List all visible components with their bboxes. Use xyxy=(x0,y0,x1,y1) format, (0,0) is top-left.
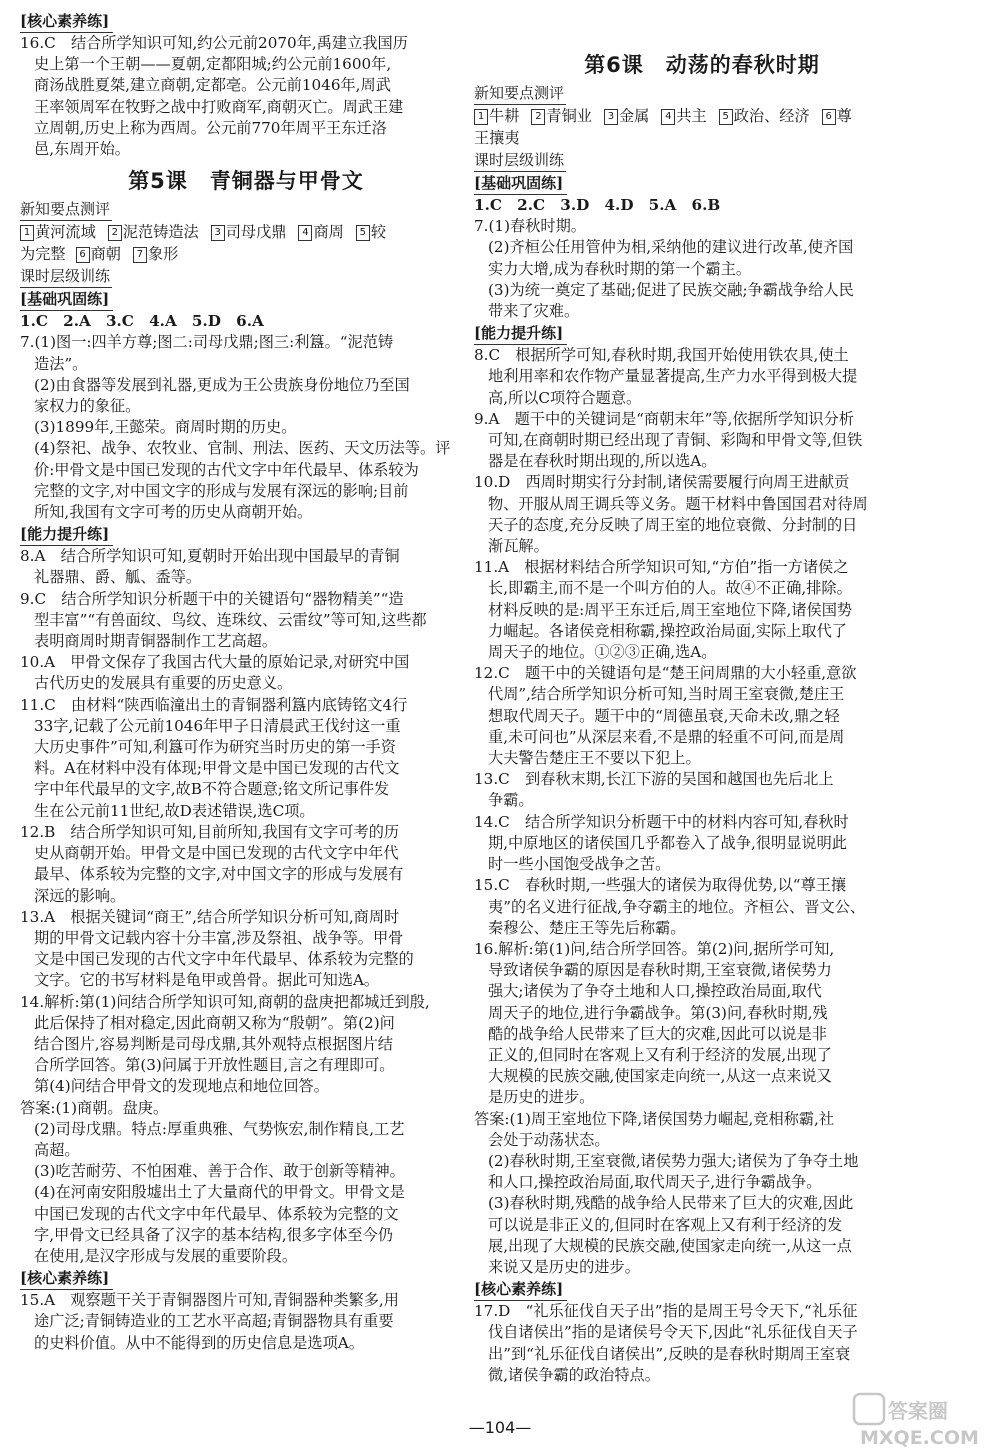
lesson-6-title: 第6课 动荡的春秋时期 xyxy=(584,53,820,77)
answer-10 xyxy=(474,472,930,557)
text-line: 13.A 根据关键词“商王”,结合所学知识分析可知,商周时 xyxy=(20,907,400,926)
right-column xyxy=(474,10,930,1386)
text-line: 7.(1)图一:四羊方尊;图二:司母戊鼎;图三:利簋。“泥范铸 xyxy=(20,333,394,352)
text-line: 14.C 结合所学知识分析题干中的材料内容可知,春秋时 xyxy=(474,812,849,831)
key-number-box: 6 xyxy=(822,109,836,125)
answer-14-answer xyxy=(20,1098,472,1268)
left-column xyxy=(20,10,472,1354)
answer-15 xyxy=(474,875,930,939)
text-line: 时一些小国饱受战争之苦。 xyxy=(488,855,671,874)
key-text: 共主 xyxy=(676,107,707,125)
watermark-logo xyxy=(852,1392,992,1450)
answer-8 xyxy=(20,546,472,588)
text-line: 料。A在材料中没有体现;甲骨文是中国已发现的古代文 xyxy=(34,759,400,778)
key-number-box: 6 xyxy=(76,247,90,263)
answer-8 xyxy=(474,345,930,409)
text-line: 16.C 结合所学知识可知,约公元前2070年,禹建立我国历 xyxy=(20,34,408,52)
text-line: 最早、体系较为完整的文字,对中国文字的形成与发展有 xyxy=(34,865,404,884)
text-line: 此后保持了相对稳定,因此商朝又称为“殷朝”。第(2)问 xyxy=(34,1013,395,1032)
text-line: 夷”的名义进行征战,争夺霸主的地位。齐桓公、晋文公、 xyxy=(488,897,866,916)
key-number-box: 4 xyxy=(661,109,675,125)
key-text: 牛耕 xyxy=(489,107,520,125)
answer-12 xyxy=(20,822,472,907)
mc-answers: 1.C 2.A 3.C 4.A 5.D 6.A xyxy=(20,312,264,331)
text-line: 字,甲骨文已经具备了汉字的基本结构,很多字体至今仍 xyxy=(34,1225,393,1244)
text-line: (4)祭祀、战争、农牧业、官制、刑法、医药、天文历法等。评 xyxy=(34,439,451,458)
text-line: 答案:(1)商朝。盘庚。 xyxy=(20,1098,169,1117)
text-line: 立周朝,历史上称为西周。公元前770年周平王东迁洛 xyxy=(34,118,387,137)
text-line: 表明商周时期青铜器制作工艺高超。 xyxy=(34,632,277,651)
text-line: 文字。它的书写材料是龟甲或兽骨。据此可知选A。 xyxy=(34,971,380,990)
text-line: 17.D “礼乐征伐自天子出”指的是周王号令天下,“礼乐征 xyxy=(474,1302,858,1321)
text-line: 大历史事件”可知,利簋可作为研究当时历史的第一手资 xyxy=(34,738,396,757)
text-line: 生在公元前11世纪,故D表述错误,选C项。 xyxy=(34,801,315,820)
text-line: 合所学回答。第(3)问属于开放性题目,言之有理即可。 xyxy=(34,1056,395,1075)
text-line: 会处于动荡状态。 xyxy=(488,1130,610,1149)
text-line: 33字,记载了公元前1046年甲子日清晨武王伐纣这一重 xyxy=(34,716,401,735)
key-points-line-1 xyxy=(474,105,930,127)
answer-16 xyxy=(20,33,472,160)
text-line: (2)春秋时期,王室衰微,诸侯势力强大;诸侯为了争夺土地 xyxy=(488,1151,859,1170)
text-line: (4)在河南安阳殷墟出土了大量商代的甲骨文。甲骨文是 xyxy=(34,1183,405,1202)
text-line: 15.A 观察题干关于青铜器图片可知,青铜器种类繁多,用 xyxy=(20,1291,399,1310)
text-line: 礼器鼎、爵、觚、盉等。 xyxy=(34,568,202,587)
key-text: 较 xyxy=(370,223,386,242)
section-new-knowledge: 新知要点测评 xyxy=(20,198,472,221)
text-line: 10.A 甲骨文保存了我国古代大量的原始记录,对研究中国 xyxy=(20,653,410,672)
text-line: 途广泛;青铜铸造业的工艺水平高超;青铜器物具有重要 xyxy=(34,1312,394,1331)
mc-answers: 1.C 2.C 3.D 4.D 5.A 6.B xyxy=(474,196,721,214)
key-text: 尊 xyxy=(836,107,852,125)
text-line: 正义的,但同时在客观上又有利于经济的发展,出现了 xyxy=(488,1045,832,1064)
answer-14 xyxy=(474,812,930,876)
page-number: —104— xyxy=(468,1418,532,1437)
text-line: 渐瓦解。 xyxy=(488,537,549,556)
text-line: 家权力的象征。 xyxy=(34,397,141,416)
text-line: 材料反映的是:周平王东迁后,周王室地位下降,诸侯国势 xyxy=(488,600,853,619)
text-line: (2)齐桓公任用管仲为相,采纳他的建议进行改革,使齐国 xyxy=(488,238,854,257)
text-line: 周天子的地位,进行争霸战争。第(3)问,春秋时期,残 xyxy=(488,1003,828,1022)
lesson-5-title: 第5课 青铜器与甲骨文 xyxy=(128,169,364,194)
answer-16-answer xyxy=(474,1109,930,1279)
text-line: 史从商朝开始。甲骨文是中国已发现的古代文字中年代 xyxy=(34,844,399,863)
text-line: 伐自诸侯出”指的是诸侯号令天下,因此“礼乐征伐自天子 xyxy=(488,1323,858,1342)
text-line: 16.解析:第(1)问,结合所学回答。第(2)问,据所学可知, xyxy=(474,939,835,958)
text-line: 大规模的民族交融,使国家走向统一,从这一点来说又 xyxy=(488,1067,832,1086)
key-points-line-1 xyxy=(20,221,472,243)
section-core-literacy-2: [核心素养练] xyxy=(20,1267,472,1290)
key-text: 青铜业 xyxy=(546,107,592,125)
text-line: (3)为统一奠定了基础;促进了民族交融;争霸战争给人民 xyxy=(488,280,854,299)
answer-12 xyxy=(474,663,930,769)
text-line: 10.D 西周时期实行分封制,诸侯需要履行向周王进献贡 xyxy=(474,473,850,492)
text-line: 物、开服从周王调兵等义务。题干材料中鲁国国君对待周 xyxy=(488,494,868,513)
text-line: 答案:(1)周王室地位下降,诸侯国势力崛起,竞相称霸,社 xyxy=(474,1109,835,1128)
answer-16-analysis xyxy=(474,939,930,1109)
answer-13 xyxy=(20,907,472,992)
text-line: 地利用率和农作物产量显著提高,生产力水平得到极大提 xyxy=(488,367,858,386)
text-line: 所知,我国有文字可考的历史从商朝开始。 xyxy=(34,503,313,522)
text-line: 期,中原地区的诸侯国几乎都卷入了战争,很明显说明此 xyxy=(488,833,847,852)
text-line: 重,未可问也”从深层来看,不是鼎的轻重不可问,而是周 xyxy=(488,727,845,746)
text-line: 11.A 根据材料结合所学知识可知,“方伯”指一方诸侯之 xyxy=(474,558,849,577)
key-text: 泥范铸造法 xyxy=(122,223,199,242)
answer-9 xyxy=(474,409,930,473)
text-line: 想取代周天子。题干中的“周德虽衰,天命未改,鼎之轻 xyxy=(488,706,840,725)
key-text: 政治、经济 xyxy=(733,107,810,125)
text-line: 价:甲骨文是中国已发现的古代文字中年代最早、体系较为 xyxy=(34,460,419,479)
section-core-literacy: [核心素养练] xyxy=(20,10,472,33)
text-line: 7.(1)春秋时期。 xyxy=(474,217,586,236)
section-period-training: 课时层级训练 xyxy=(20,265,472,288)
text-line: 微,诸侯争霸的政治特点。 xyxy=(488,1365,660,1384)
key-number-box: 1 xyxy=(474,109,488,125)
text-line: 12.C 题干中的关键语句是“楚王问周鼎的大小轻重,意欲 xyxy=(474,664,857,683)
section-new-knowledge: 新知要点测评 xyxy=(474,82,930,105)
text-line: 在使用,是汉字形成与发展的重要阶段。 xyxy=(34,1246,298,1265)
text-line: 强大;诸侯为了争夺土地和人口,操控政治局面,取代 xyxy=(488,982,822,1001)
text-line: 型丰富”“有兽面纹、鸟纹、连珠纹、云雷纹”等可知,这些都 xyxy=(34,610,427,629)
text-line: 秦穆公、楚庄王等先后称霸。 xyxy=(488,918,686,937)
text-line: 造法”。 xyxy=(34,354,88,373)
section-period-training: 课时层级训练 xyxy=(474,149,930,172)
key-number-box: 5 xyxy=(719,109,733,125)
section-ability: [能力提升练] xyxy=(20,523,472,546)
answer-14-analysis xyxy=(20,992,472,1098)
key-number-box: 7 xyxy=(133,247,147,263)
key-text: 商朝 xyxy=(90,245,121,264)
key-points-line-2: 王攘夷 xyxy=(474,129,520,147)
text-line: 是历史的进步。 xyxy=(488,1088,595,1107)
text-line: 可知,在商朝时期已经出现了青铜、彩陶和甲骨文等,但铁 xyxy=(488,431,863,450)
key-number-box: 5 xyxy=(356,225,370,241)
text-line: 15.C 春秋时期,一些强大的诸侯为取得优势,以“尊王攘 xyxy=(474,876,847,895)
text-line: 导致诸侯争霸的原因是春秋时期,王室衰微,诸侯势力 xyxy=(488,961,832,980)
text-line: (3)1899年,王懿荣。商周时期的历史。 xyxy=(34,418,297,437)
key-text: 为完整 xyxy=(20,245,66,264)
text-line: 争霸。 xyxy=(488,791,534,810)
text-line: 完整的文字,对中国文字的形成与发展有深远的影响;目前 xyxy=(34,481,409,500)
text-line: 和人口,操控政治局面,取代周天子,进行争霸战争。 xyxy=(488,1173,822,1192)
section-basic: [基础巩固练] xyxy=(474,172,930,195)
section-core-literacy: [核心素养练] xyxy=(474,1278,930,1301)
key-text: 黄河流域 xyxy=(35,223,96,242)
text-line: 商汤战胜夏桀,建立商朝,定都亳。公元前1046年,周武 xyxy=(34,76,391,95)
text-line: 酷的战争给人民带来了巨大的灾难,因此可以说是非 xyxy=(488,1024,827,1043)
answer-10 xyxy=(20,652,472,694)
svg-text:答案圈: 答案圈 xyxy=(888,1399,948,1423)
text-line: 11.C 由材料“陕西临潼出土的青铜器利簋内底铸铭文4行 xyxy=(20,695,408,714)
key-number-box: 1 xyxy=(20,225,34,241)
text-line: 9.C 结合所学知识分析题干中的关键语句“器物精美”“造 xyxy=(20,589,404,608)
text-line: 12.B 结合所学知识可知,目前所知,我国有文字可考的历 xyxy=(20,822,400,841)
section-basic: [基础巩固练] xyxy=(20,288,472,311)
text-line: 第(4)问结合甲骨文的发现地点和地位回答。 xyxy=(34,1077,329,1096)
text-line: 13.C 到春秋末期,长江下游的吴国和越国也先后北上 xyxy=(474,770,834,789)
text-line: 8.A 结合所学知识可知,夏朝时开始出现中国最早的青铜 xyxy=(20,547,400,566)
svg-text:MXQE.COM: MXQE.COM xyxy=(860,1427,979,1449)
text-line: 深远的影响。 xyxy=(34,886,126,905)
answer-17 xyxy=(474,1301,930,1386)
text-line: 邑,东周开始。 xyxy=(34,140,130,159)
text-line: (3)吃苦耐劳、不怕困难、善于合作、敢于创新等精神。 xyxy=(34,1162,405,1181)
text-line: 来说又是历史的进步。 xyxy=(488,1257,640,1276)
text-line: 结合图片,容易判断是司母戊鼎,其外观特点根据图片结 xyxy=(34,1034,393,1053)
answer-7 xyxy=(474,216,930,322)
text-line: 出”到“礼乐征伐自诸侯出”,反映的是春秋时期周王室衰 xyxy=(488,1344,851,1363)
key-number-box: 4 xyxy=(298,225,312,241)
text-line: 的史料价值。从中不能得到的历史信息是选项A。 xyxy=(34,1333,364,1352)
text-line: 高,所以C项符合题意。 xyxy=(488,388,642,407)
answer-11 xyxy=(474,557,930,663)
key-text: 金属 xyxy=(618,107,650,125)
key-points-line-2 xyxy=(20,243,472,265)
text-line: 期的甲骨文记载内容十分丰富,涉及祭祖、战争等。甲骨 xyxy=(34,928,404,947)
text-line: 9.A 题干中的关键词是“商朝末年”等,依据所学知识分析 xyxy=(474,409,854,428)
text-line: 周天子的地位。①②③正确,选A。 xyxy=(488,643,717,662)
key-number-box: 3 xyxy=(604,109,618,125)
key-number-box: 3 xyxy=(211,225,225,241)
text-line: 大夫警告楚庄王不要以下犯上。 xyxy=(488,749,701,768)
text-line: 文是中国已发现的古代文字中年代最早、体系较为完整的 xyxy=(34,950,414,969)
key-text: 商周 xyxy=(313,223,344,242)
answer-11 xyxy=(20,695,472,822)
answer-7 xyxy=(20,332,472,523)
answer-13 xyxy=(474,769,930,811)
text-line: 王率领周军在牧野之战中打败商军,商朝灭亡。周武王建 xyxy=(34,97,404,116)
text-line: 可以说是非正义的,但同时在客观上又有利于经济的发 xyxy=(488,1215,843,1234)
text-line: (2)司母戊鼎。特点:厚重典雅、气势恢宏,制作精良,工艺 xyxy=(34,1119,405,1138)
key-number-box: 2 xyxy=(531,109,545,125)
text-line: 14.解析:第(1)问结合所学知识可知,商朝的盘庚把都城迁到殷, xyxy=(20,992,430,1011)
text-line: 展,出现了大规模的民族交融,使国家走向统一,从这一点 xyxy=(488,1236,852,1255)
answer-9 xyxy=(20,589,472,653)
text-line: 代周”,结合所学知识分析可知,当时周王室衰微,楚庄王 xyxy=(488,685,845,704)
text-line: 天子的态度,充分反映了周王室的地位衰微、分封制的日 xyxy=(488,515,858,534)
section-ability: [能力提升练] xyxy=(474,322,930,345)
key-text: 象形 xyxy=(147,245,179,264)
text-line: 器是在春秋时期出现的,所以选A。 xyxy=(488,452,717,471)
text-line: 高超。 xyxy=(34,1140,80,1159)
answer-15 xyxy=(20,1290,472,1354)
text-line: 字中年代最早的文字,故B不符合题意;铭文所记事件发 xyxy=(34,780,390,799)
text-line: 力崛起。各诸侯竞相称霸,操控政治局面,实际上取代了 xyxy=(488,621,847,640)
key-text: 司母戊鼎 xyxy=(225,223,287,242)
text-line: 长,即霸主,而不是一个叫方伯的人。故④不正确,排除。 xyxy=(488,579,852,598)
text-line: (2)由食器等发展到礼器,更成为王公贵族身份地位乃至国 xyxy=(34,375,410,394)
text-line: 8.C 根据所学可知,春秋时期,我国开始使用铁农具,使土 xyxy=(474,346,849,365)
text-line: 史上第一个王朝——夏朝,定都阳城;约公元前1600年, xyxy=(34,55,392,74)
key-number-box: 2 xyxy=(108,225,122,241)
text-line: 中国已发现的古代文字中年代最早、体系较为完整的文 xyxy=(34,1204,399,1223)
text-line: 带来了灾难。 xyxy=(488,302,580,321)
text-line: 古代历史的发展具有重要的历史意义。 xyxy=(34,674,293,693)
text-line: 实力大增,成为春秋时期的第一个霸主。 xyxy=(488,259,752,278)
text-line: (3)春秋时期,残酷的战争给人民带来了巨大的灾难,因此 xyxy=(488,1194,854,1213)
